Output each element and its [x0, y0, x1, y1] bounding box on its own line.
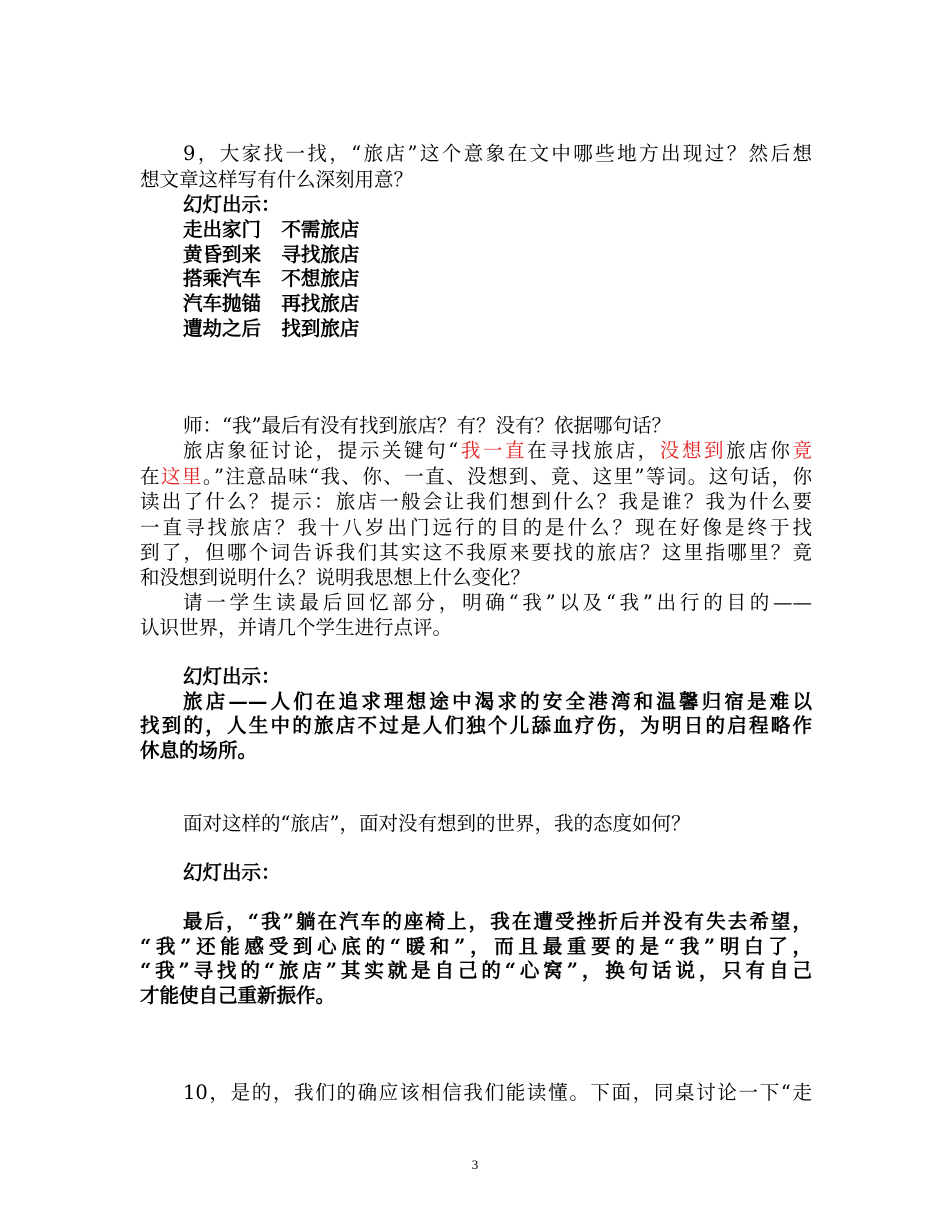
slide-item: 黄昏到来 寻找旅店: [183, 243, 360, 266]
discussion-line5: 到了，但哪个词告诉我们其实这不我原来要找的旅店？这里指哪里？竟: [140, 541, 812, 564]
slide3-line3: “我”寻找的“旅店”其实就是自己的“心窝”，换句话说，只有自己: [140, 959, 812, 982]
highlight-keyword: 我一直: [458, 439, 528, 462]
slide-item: 遭劫之后 找到旅店: [183, 317, 360, 340]
discussion-line6: 和没想到说明什么？说明我思想上什么变化？: [140, 566, 531, 589]
section9-line1: 9，大家找一找，“旅店”这个意象在文中哪些地方出现过？然后想: [183, 142, 812, 165]
discussion-line3: 读出了什么？提示：旅店一般会让我们想到什么？我是谁？我为什么要: [140, 490, 812, 513]
slide-label: 幻灯出示：: [183, 861, 281, 884]
slide2-line2: 找到的，人生中的旅店不过是人们独个儿舔血疗伤，为明日的启程略作: [140, 714, 812, 737]
student-reading-line1: 请一学生读最后回忆部分，明确“我”以及“我”出行的目的——: [183, 591, 812, 614]
highlight-keyword: 竟: [792, 439, 812, 462]
student-reading-line2: 认识世界，并请几个学生进行点评。: [140, 616, 453, 639]
slide-item: 搭乘汽车 不想旅店: [183, 267, 360, 290]
text-run: 旅店象征讨论，提示关键句“: [183, 439, 459, 462]
section10-line1: 10，是的，我们的确应该相信我们能读懂。下面，同桌讨论一下“走: [183, 1081, 812, 1104]
slide-item: 走出家门 不需旅店: [183, 218, 360, 241]
slide2-line1: 旅店——人们在追求理想途中渴求的安全港湾和温馨归宿是难以: [183, 690, 812, 713]
teacher-question: 师：“我”最后有没有找到旅店？有？没有？依据哪句话？: [183, 414, 671, 437]
slide2-line3: 休息的场所。: [140, 739, 258, 762]
slide3-line2: “我”还能感受到心底的“暖和”，而且最重要的是“我”明白了，: [140, 935, 812, 958]
discussion-line4: 一直寻找旅店？我十八岁出门远行的目的是什么？现在好像是终于找: [140, 516, 812, 539]
text-run: 在寻找旅店，: [527, 439, 660, 462]
slide-label: 幻灯出示：: [183, 665, 281, 688]
page-number: 3: [471, 1157, 479, 1172]
discussion-line1: [183, 438, 812, 464]
slide3-line4: 才能使自己重新振作。: [140, 984, 336, 1007]
discussion-line2: [140, 464, 812, 490]
text-run: 在: [140, 465, 161, 488]
text-run: 。”注意品味“我、你、一直、没想到、竟、这里”等词。这句话，你: [202, 465, 812, 488]
text-run: 旅店你: [726, 439, 793, 462]
slide-label: 幻灯出示：: [183, 193, 281, 216]
highlight-keyword: 没想到: [659, 439, 727, 462]
attitude-question: 面对这样的“旅店”，面对没有想到的世界，我的态度如何？: [183, 812, 691, 835]
slide3-line1: 最后，“我”躺在汽车的座椅上，我在遭受挫折后并没有失去希望，: [183, 910, 812, 933]
highlight-keyword: 这里: [160, 465, 203, 488]
slide-item: 汽车抛锚 再找旅店: [183, 292, 360, 315]
section9-line2: 想文章这样写有什么深刻用意？: [140, 168, 414, 191]
